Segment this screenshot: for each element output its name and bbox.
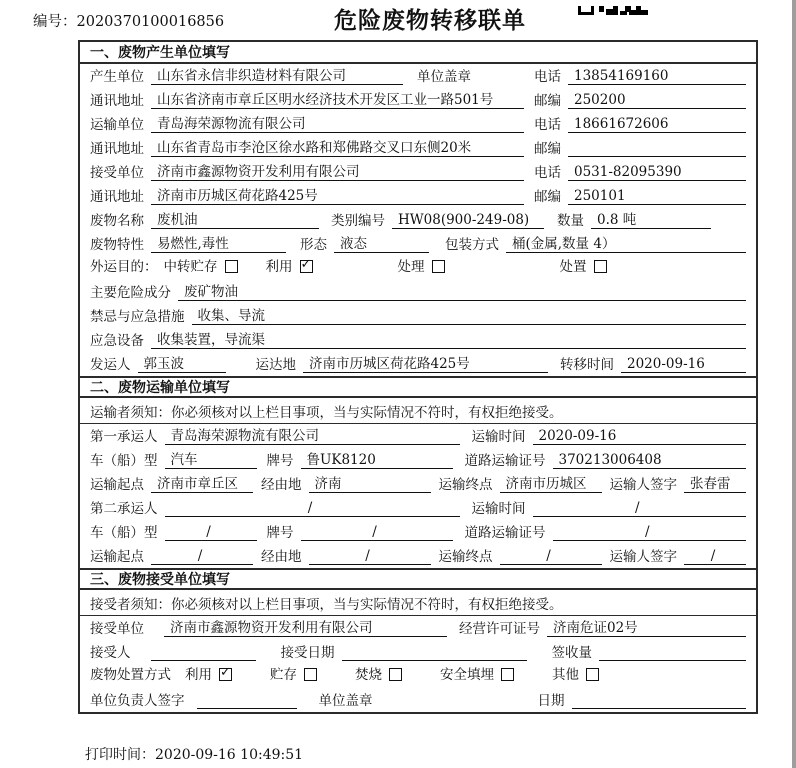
sign-date-value [572, 693, 747, 709]
disposal-label: 废物处置方式 [90, 666, 171, 683]
packaging-label: 包装方式 [445, 237, 499, 253]
received-qty-value [599, 645, 746, 661]
phone1-label: 电话 [534, 69, 561, 85]
unit-seal-label: 单位盖章 [417, 69, 471, 85]
qr-code-icon [578, 0, 648, 19]
disposal-option-landfill [440, 667, 514, 683]
row-shipper [80, 352, 756, 376]
origin1-value: 济南市章丘区 [151, 476, 253, 493]
page-title: 危险废物转移联单 [334, 8, 526, 34]
disposal-option-utilize [185, 667, 232, 683]
purpose-dispose-label: 处置 [559, 258, 587, 275]
sign1-value: 张春雷 [684, 476, 746, 493]
serial-label: 编号： [33, 14, 77, 30]
purpose-treat-label: 处理 [397, 258, 425, 275]
addr1-label: 通讯地址 [90, 93, 144, 109]
quantity-label: 数量 [557, 213, 584, 229]
purpose-option-treat [398, 259, 445, 275]
category-label: 类别编号 [331, 213, 385, 229]
row-waste-characteristics [80, 232, 756, 256]
waste-name-value: 废机油 [151, 212, 319, 229]
end1-value: 济南市历城区 [500, 476, 602, 493]
purpose-label: 外运目的： [90, 258, 158, 275]
disposal-store-checkbox [304, 668, 317, 681]
row-carrier2 [80, 496, 756, 520]
form-label: 形态 [300, 237, 327, 253]
disposal-option-incinerate [355, 667, 402, 683]
disposal-landfill-checkbox [501, 668, 514, 681]
vehicle1-label: 车（船）型 [90, 453, 158, 469]
road-cert2-value: / [553, 524, 747, 541]
row-transporter [80, 112, 756, 136]
disposal-incinerate-checkbox [389, 668, 402, 681]
row-vehicle1 [80, 448, 756, 472]
row-receiver-address [80, 184, 756, 208]
transfer-form [78, 40, 758, 714]
transporter-notice: 运输者须知：你必须核对以上栏目事项，当与实际情况不符时，有权拒绝接受。 [80, 398, 756, 424]
taboo-value: 收集、导流 [192, 308, 747, 325]
disposal-utilize-label: 利用 [185, 666, 212, 683]
purpose-dispose-checkbox [594, 260, 607, 273]
purpose-utilize-checkbox [300, 260, 313, 273]
row-responsible-signature [80, 688, 756, 712]
phone2-label: 电话 [534, 117, 561, 133]
row-producer-address [80, 88, 756, 112]
received-qty-label: 签收量 [551, 645, 592, 661]
purpose-option-storage [164, 259, 238, 275]
zip3-value: 250101 [568, 188, 746, 205]
sign2-value: / [684, 548, 746, 565]
row-transfer-purpose [80, 256, 756, 280]
plate2-value: / [301, 524, 453, 541]
row-accepting-unit [80, 616, 756, 640]
road-cert1-label: 道路运输证号 [464, 453, 546, 469]
license-label: 经营许可证号 [459, 621, 540, 637]
phone1-value: 13854169160 [568, 68, 746, 85]
vehicle2-value: / [165, 524, 257, 541]
acceptor-value [151, 645, 256, 661]
section3-title: 三、废物接受单位填写 [80, 568, 756, 590]
receiver-label: 接受单位 [90, 165, 144, 181]
zip1-value: 250200 [568, 92, 746, 109]
zip2-value [568, 141, 746, 157]
producer-value: 山东省永信非织造材料有限公司 [151, 68, 403, 85]
plate1-label: 牌号 [266, 453, 294, 469]
serial-value: 2020370100016856 [76, 14, 225, 30]
transport-time2-label: 运输时间 [471, 501, 526, 517]
disposal-other-label: 其他 [552, 666, 579, 683]
end2-value: / [500, 548, 602, 565]
vehicle1-value: 汽车 [165, 452, 257, 469]
purpose-treat-checkbox [432, 260, 445, 273]
carrier1-label: 第一承运人 [90, 429, 158, 445]
characteristics-value: 易燃性,毒性 [151, 236, 286, 253]
zip1-label: 邮编 [534, 93, 561, 109]
via2-value: / [309, 548, 431, 565]
characteristics-label: 废物特性 [90, 237, 144, 253]
print-time-label: 打印时间： [85, 747, 155, 763]
producer-label: 产生单位 [90, 69, 144, 85]
road-cert2-label: 道路运输证号 [464, 525, 546, 541]
accepting-unit-label: 接受单位 [90, 621, 144, 637]
via1-value: 济南 [309, 476, 431, 493]
print-time [85, 744, 303, 764]
transport-time2-value: / [533, 500, 747, 517]
taboo-label: 禁忌与应急措施 [90, 309, 185, 325]
transfer-time-label: 转移时间 [560, 357, 614, 373]
disposal-option-other [552, 667, 599, 683]
transport-time1-label: 运输时间 [471, 429, 526, 445]
disposal-incinerate-label: 焚烧 [355, 666, 382, 683]
end2-label: 运输终点 [438, 549, 493, 565]
destination-label: 运达地 [255, 357, 296, 373]
plate2-label: 牌号 [266, 525, 294, 541]
waste-name-label: 废物名称 [90, 213, 144, 229]
page-edge [792, 0, 796, 768]
row-taboo-measures [80, 304, 756, 328]
license-value: 济南危证02号 [547, 620, 746, 637]
quantity-value: 0.8 吨 [591, 212, 711, 229]
hazard-value: 废矿物油 [178, 284, 746, 301]
row-hazard-components [80, 280, 756, 304]
purpose-option-dispose [560, 259, 607, 275]
transporter-value: 青岛海荣源物流有限公司 [151, 116, 524, 133]
receiver-value: 济南市鑫源物资开发利用有限公司 [151, 164, 524, 181]
unit-seal2-label: 单位盖章 [318, 693, 373, 709]
purpose-storage-checkbox [225, 260, 238, 273]
transporter-label: 运输单位 [90, 117, 144, 133]
shipper-label: 发运人 [90, 357, 131, 373]
equipment-label: 应急设备 [90, 333, 144, 349]
addr3-label: 通讯地址 [90, 189, 144, 205]
equipment-value: 收集装置，导流渠 [151, 332, 746, 349]
row-acceptor [80, 640, 756, 664]
origin2-value: / [151, 548, 253, 565]
receiver-notice: 接受者须知：你必须核对以上栏目事项，当与实际情况不符时，有权拒绝接受。 [80, 590, 756, 616]
accepting-unit-value: 济南市鑫源物资开发利用有限公司 [164, 620, 447, 637]
zip2-label: 邮编 [534, 141, 561, 157]
end1-label: 运输终点 [438, 477, 493, 493]
via1-label: 经由地 [261, 477, 302, 493]
print-time-value: 2020-09-16 10:49:51 [155, 747, 304, 763]
addr3-value: 济南市历城区荷花路425号 [151, 188, 524, 205]
addr2-value: 山东省青岛市李沧区徐水路和郑佛路交叉口东侧20米 [151, 140, 524, 157]
accept-date-value [342, 645, 527, 661]
hazard-label: 主要危险成分 [90, 285, 171, 301]
shipper-value: 郭玉波 [138, 356, 226, 373]
via2-label: 经由地 [261, 549, 302, 565]
disposal-option-store [270, 667, 317, 683]
road-cert1-value: 370213006408 [553, 452, 747, 469]
phone2-value: 18661672606 [568, 116, 746, 133]
disposal-utilize-checkbox [219, 668, 232, 681]
carrier2-label: 第二承运人 [90, 501, 158, 517]
row-receiver [80, 160, 756, 184]
sign-date-label: 日期 [537, 693, 565, 709]
section2-title: 二、废物运输单位填写 [80, 376, 756, 398]
purpose-utilize-label: 利用 [265, 258, 293, 275]
packaging-value: 桶(金属,数量 4） [506, 236, 746, 253]
row-carrier1 [80, 424, 756, 448]
row-vehicle2 [80, 520, 756, 544]
acceptor-label: 接受人 [90, 645, 131, 661]
row-transporter-address [80, 136, 756, 160]
category-value: HW08(900-249-08) [392, 212, 544, 229]
zip3-label: 邮编 [534, 189, 561, 205]
carrier2-value: / [165, 500, 460, 517]
addr1-value: 山东省济南市章丘区明水经济技术开发区工业一路501号 [151, 92, 524, 109]
row-disposal-method [80, 664, 756, 688]
purpose-option-utilize [266, 259, 313, 275]
responsible-sign-value [197, 693, 297, 709]
row-route1 [80, 472, 756, 496]
row-waste-name [80, 208, 756, 232]
purpose-storage-label: 中转贮存 [163, 258, 218, 275]
form-value: 液态 [334, 236, 429, 253]
origin2-label: 运输起点 [90, 549, 144, 565]
row-emergency-equipment [80, 328, 756, 352]
disposal-landfill-label: 安全填埋 [440, 666, 494, 683]
vehicle2-label: 车（船）型 [90, 525, 158, 541]
responsible-sign-label: 单位负责人签字 [90, 693, 185, 709]
phone3-label: 电话 [534, 165, 561, 181]
section1-title: 一、废物产生单位填写 [80, 42, 756, 64]
transport-time1-value: 2020-09-16 [533, 428, 747, 445]
phone3-value: 0531-82095390 [568, 164, 746, 181]
carrier1-value: 青岛海荣源物流有限公司 [165, 428, 460, 445]
addr2-label: 通讯地址 [90, 141, 144, 157]
origin1-label: 运输起点 [90, 477, 144, 493]
row-producer [80, 64, 756, 88]
sign2-label: 运输人签字 [609, 549, 677, 565]
transfer-time-value: 2020-09-16 [621, 356, 746, 373]
plate1-value: 鲁UK8120 [301, 452, 453, 469]
sign1-label: 运输人签字 [609, 477, 677, 493]
row-route2 [80, 544, 756, 568]
disposal-store-label: 贮存 [270, 666, 297, 683]
disposal-other-checkbox [586, 668, 599, 681]
accept-date-label: 接受日期 [280, 645, 335, 661]
destination-value: 济南市历城区荷花路425号 [303, 356, 548, 373]
